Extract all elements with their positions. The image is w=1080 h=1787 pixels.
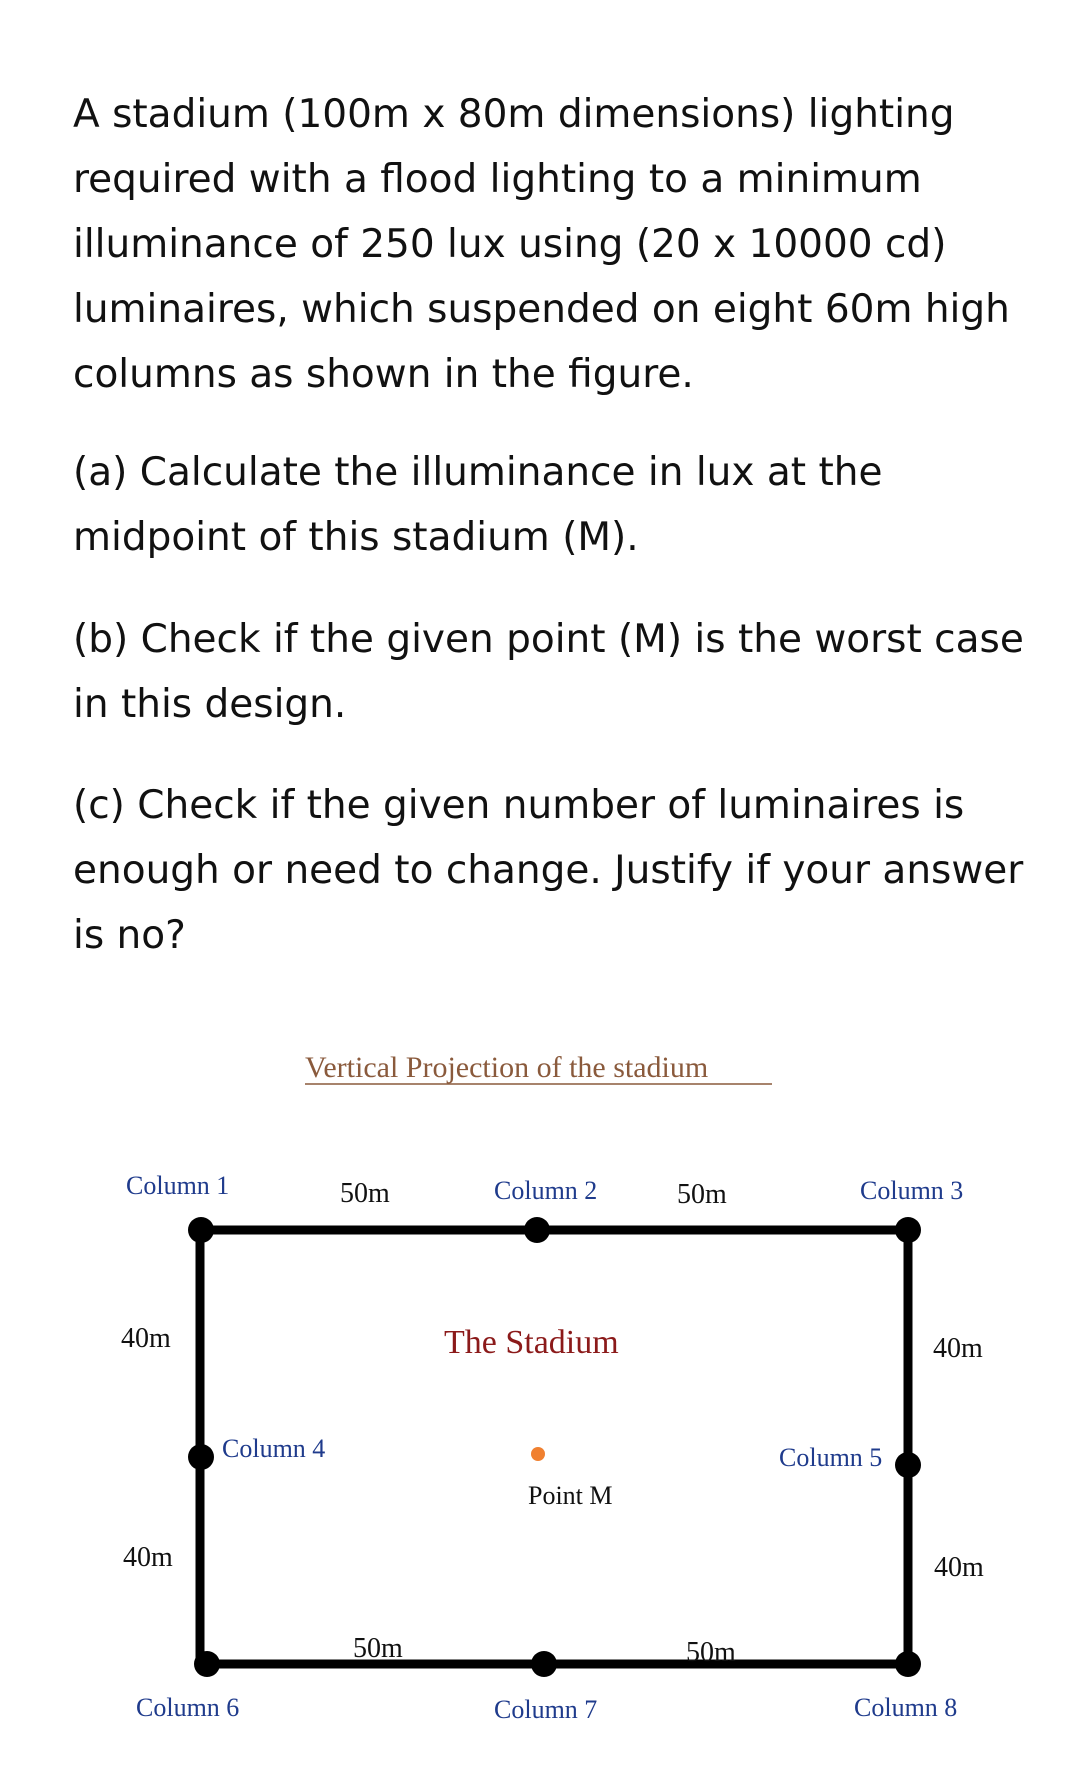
dimension-top-right: 50m (677, 1179, 727, 1210)
column-3-label: Column 3 (860, 1176, 964, 1205)
stadium-label: The Stadium (444, 1324, 619, 1361)
column-5-label: Column 5 (779, 1443, 883, 1472)
column-4-marker (188, 1444, 214, 1470)
dimension-right-upper: 40m (933, 1333, 983, 1364)
column-7-label: Column 7 (494, 1695, 598, 1724)
dimension-right-lower: 40m (934, 1552, 984, 1583)
stadium-diagram (0, 1040, 1080, 1760)
question-part-a: (a) Calculate the illuminance in lux at the midpoint of this stadium (M). (73, 450, 883, 560)
question-part-c: (c) Check if the given number of luminaires is enough or need to change. Justify if your answer is no? (73, 783, 1024, 958)
dimension-top-left: 50m (340, 1178, 390, 1209)
column-2-label: Column 2 (494, 1176, 598, 1205)
column-5-marker (895, 1452, 921, 1478)
column-2-marker (524, 1217, 550, 1243)
column-3-marker (895, 1217, 921, 1243)
column-1-marker (188, 1217, 214, 1243)
point-m-label: Point M (528, 1481, 613, 1510)
column-7-marker (531, 1651, 557, 1677)
dimension-bottom-right: 50m (686, 1637, 736, 1668)
point-m-marker (531, 1447, 545, 1461)
dimension-left-upper: 40m (121, 1323, 171, 1354)
problem-statement: A stadium (100m x 80m dimensions) lighting required with a flood lighting to a minimum illuminance of 250 lux using (20 x 10000 cd) luminaires, which suspended on eight 60m high columns as shown in the figure. (73, 92, 1010, 397)
column-4-label: Column 4 (222, 1434, 326, 1463)
column-6-label: Column 6 (136, 1693, 240, 1722)
diagram-title: Vertical Projection of the stadium (305, 1051, 709, 1084)
column-8-label: Column 8 (854, 1693, 958, 1722)
column-1-label: Column 1 (126, 1171, 230, 1200)
dimension-bottom-left: 50m (353, 1633, 403, 1664)
dimension-left-lower: 40m (123, 1542, 173, 1573)
question-part-b: (b) Check if the given point (M) is the worst case in this design. (73, 617, 1024, 727)
column-6-marker (194, 1651, 220, 1677)
column-8-marker (895, 1651, 921, 1677)
